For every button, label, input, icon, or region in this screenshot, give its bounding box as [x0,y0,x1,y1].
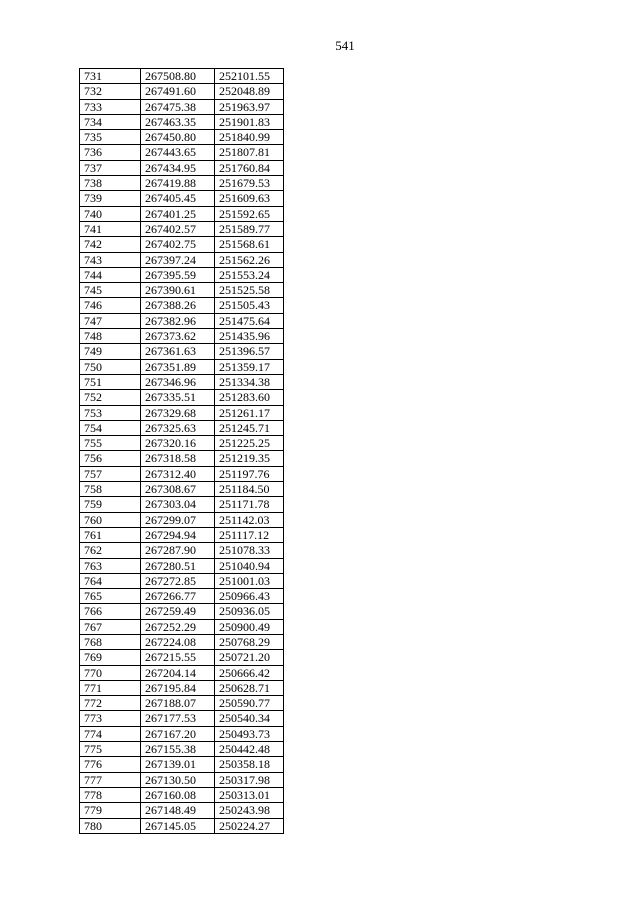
table-row [80,558,284,573]
table-body [80,69,284,834]
x-coordinate-cell: 267402.57 [141,221,215,236]
x-coordinate-cell: 267145.05 [141,818,215,833]
x-coordinate-cell: 267443.65 [141,145,215,160]
x-coordinate-cell: 267272.85 [141,573,215,588]
x-coordinate-cell: 267402.75 [141,237,215,252]
table-row [80,726,284,741]
x-coordinate-cell: 267204.14 [141,665,215,680]
table-row [80,696,284,711]
table-row [80,130,284,145]
x-coordinate-cell: 267463.35 [141,114,215,129]
x-coordinate-cell: 267215.55 [141,650,215,665]
table-row [80,527,284,542]
point-id-cell: 777 [80,772,141,787]
y-coordinate-cell: 251525.58 [215,283,284,298]
table-row [80,252,284,267]
x-coordinate-cell: 267508.80 [141,69,215,84]
y-coordinate-cell: 250966.43 [215,589,284,604]
table-row [80,772,284,787]
y-coordinate-cell: 251396.57 [215,344,284,359]
x-coordinate-cell: 267325.63 [141,420,215,435]
x-coordinate-cell: 267167.20 [141,726,215,741]
y-coordinate-cell: 251963.97 [215,99,284,114]
y-coordinate-cell: 250768.29 [215,634,284,649]
x-coordinate-cell: 267318.58 [141,451,215,466]
x-coordinate-cell: 267148.49 [141,803,215,818]
x-coordinate-cell: 267177.53 [141,711,215,726]
y-coordinate-cell: 250721.20 [215,650,284,665]
x-coordinate-cell: 267419.88 [141,176,215,191]
table-row [80,711,284,726]
table-row [80,114,284,129]
y-coordinate-cell: 251475.64 [215,313,284,328]
point-id-cell: 745 [80,283,141,298]
point-id-cell: 756 [80,451,141,466]
x-coordinate-cell: 267294.94 [141,527,215,542]
x-coordinate-cell: 267401.25 [141,206,215,221]
x-coordinate-cell: 267450.80 [141,130,215,145]
point-id-cell: 772 [80,696,141,711]
point-id-cell: 766 [80,604,141,619]
y-coordinate-cell: 251040.94 [215,558,284,573]
table-row [80,298,284,313]
y-coordinate-cell: 251568.61 [215,237,284,252]
table-row [80,359,284,374]
point-id-cell: 735 [80,130,141,145]
y-coordinate-cell: 251589.77 [215,221,284,236]
table-row [80,420,284,435]
y-coordinate-cell: 251840.99 [215,130,284,145]
x-coordinate-cell: 267130.50 [141,772,215,787]
y-coordinate-cell: 251225.25 [215,436,284,451]
point-id-cell: 776 [80,757,141,772]
point-id-cell: 778 [80,787,141,802]
y-coordinate-cell: 251117.12 [215,527,284,542]
table-row [80,191,284,206]
table-row [80,543,284,558]
x-coordinate-cell: 267195.84 [141,680,215,695]
table-row [80,237,284,252]
y-coordinate-cell: 250317.98 [215,772,284,787]
x-coordinate-cell: 267280.51 [141,558,215,573]
table-row [80,267,284,282]
y-coordinate-cell: 250590.77 [215,696,284,711]
point-id-cell: 747 [80,313,141,328]
point-id-cell: 752 [80,390,141,405]
point-id-cell: 741 [80,221,141,236]
y-coordinate-cell: 251197.76 [215,466,284,481]
table-row [80,742,284,757]
x-coordinate-cell: 267299.07 [141,512,215,527]
y-coordinate-cell: 251760.84 [215,160,284,175]
table-row [80,69,284,84]
y-coordinate-cell: 250540.34 [215,711,284,726]
x-coordinate-cell: 267160.08 [141,787,215,802]
table-row [80,176,284,191]
point-id-cell: 760 [80,512,141,527]
point-id-cell: 749 [80,344,141,359]
y-coordinate-cell: 251334.38 [215,374,284,389]
point-id-cell: 765 [80,589,141,604]
table-row [80,512,284,527]
y-coordinate-cell: 250224.27 [215,818,284,833]
point-id-cell: 754 [80,420,141,435]
table-row [80,573,284,588]
table-row [80,589,284,604]
x-coordinate-cell: 267395.59 [141,267,215,282]
y-coordinate-cell: 252101.55 [215,69,284,84]
point-id-cell: 742 [80,237,141,252]
point-id-cell: 736 [80,145,141,160]
y-coordinate-cell: 252048.89 [215,84,284,99]
point-id-cell: 761 [80,527,141,542]
point-id-cell: 738 [80,176,141,191]
table-row [80,206,284,221]
x-coordinate-cell: 267351.89 [141,359,215,374]
y-coordinate-cell: 251283.60 [215,390,284,405]
y-coordinate-cell: 250666.42 [215,665,284,680]
point-id-cell: 758 [80,482,141,497]
point-id-cell: 762 [80,543,141,558]
x-coordinate-cell: 267390.61 [141,283,215,298]
x-coordinate-cell: 267303.04 [141,497,215,512]
point-id-cell: 764 [80,573,141,588]
y-coordinate-cell: 251078.33 [215,543,284,558]
point-id-cell: 733 [80,99,141,114]
table-row [80,405,284,420]
y-coordinate-cell: 251261.17 [215,405,284,420]
x-coordinate-cell: 267287.90 [141,543,215,558]
x-coordinate-cell: 267388.26 [141,298,215,313]
y-coordinate-cell: 250628.71 [215,680,284,695]
point-id-cell: 779 [80,803,141,818]
point-id-cell: 759 [80,497,141,512]
point-id-cell: 774 [80,726,141,741]
y-coordinate-cell: 251592.65 [215,206,284,221]
y-coordinate-cell: 251171.78 [215,497,284,512]
x-coordinate-cell: 267335.51 [141,390,215,405]
table-row [80,482,284,497]
point-id-cell: 751 [80,374,141,389]
x-coordinate-cell: 267266.77 [141,589,215,604]
table-row [80,344,284,359]
y-coordinate-cell: 251553.24 [215,267,284,282]
table-row [80,313,284,328]
y-coordinate-cell: 250243.98 [215,803,284,818]
table-row [80,145,284,160]
point-id-cell: 737 [80,160,141,175]
point-id-cell: 773 [80,711,141,726]
y-coordinate-cell: 250313.01 [215,787,284,802]
table-row [80,680,284,695]
x-coordinate-cell: 267434.95 [141,160,215,175]
point-id-cell: 770 [80,665,141,680]
point-id-cell: 771 [80,680,141,695]
point-id-cell: 743 [80,252,141,267]
x-coordinate-cell: 267475.38 [141,99,215,114]
point-id-cell: 746 [80,298,141,313]
point-id-cell: 767 [80,619,141,634]
table-row [80,665,284,680]
table-row [80,221,284,236]
y-coordinate-cell: 251219.35 [215,451,284,466]
table-row [80,818,284,833]
point-id-cell: 731 [80,69,141,84]
point-id-cell: 744 [80,267,141,282]
point-id-cell: 755 [80,436,141,451]
table-row [80,283,284,298]
x-coordinate-cell: 267155.38 [141,742,215,757]
y-coordinate-cell: 251184.50 [215,482,284,497]
table-row [80,634,284,649]
y-coordinate-cell: 251505.43 [215,298,284,313]
x-coordinate-cell: 267491.60 [141,84,215,99]
y-coordinate-cell: 251901.83 [215,114,284,129]
x-coordinate-cell: 267329.68 [141,405,215,420]
x-coordinate-cell: 267361.63 [141,344,215,359]
table-row [80,466,284,481]
table-row [80,84,284,99]
point-id-cell: 769 [80,650,141,665]
table-row [80,787,284,802]
table-row [80,329,284,344]
table-row [80,497,284,512]
x-coordinate-cell: 267188.07 [141,696,215,711]
y-coordinate-cell: 251679.53 [215,176,284,191]
y-coordinate-cell: 251142.03 [215,512,284,527]
table-row [80,619,284,634]
y-coordinate-cell: 251359.17 [215,359,284,374]
x-coordinate-cell: 267397.24 [141,252,215,267]
table-row [80,160,284,175]
table-row [80,99,284,114]
point-id-cell: 739 [80,191,141,206]
y-coordinate-cell: 251609.63 [215,191,284,206]
x-coordinate-cell: 267405.45 [141,191,215,206]
table-row [80,436,284,451]
x-coordinate-cell: 267308.67 [141,482,215,497]
y-coordinate-cell: 251001.03 [215,573,284,588]
x-coordinate-cell: 267373.62 [141,329,215,344]
x-coordinate-cell: 267346.96 [141,374,215,389]
x-coordinate-cell: 267252.29 [141,619,215,634]
table-row [80,604,284,619]
point-id-cell: 757 [80,466,141,481]
x-coordinate-cell: 267224.08 [141,634,215,649]
page-number: 541 [335,38,355,53]
y-coordinate-cell: 250358.18 [215,757,284,772]
y-coordinate-cell: 250442.48 [215,742,284,757]
point-id-cell: 734 [80,114,141,129]
point-id-cell: 748 [80,329,141,344]
point-id-cell: 775 [80,742,141,757]
x-coordinate-cell: 267312.40 [141,466,215,481]
table-row [80,803,284,818]
point-id-cell: 780 [80,818,141,833]
point-id-cell: 740 [80,206,141,221]
point-id-cell: 768 [80,634,141,649]
table-row [80,650,284,665]
point-id-cell: 763 [80,558,141,573]
y-coordinate-cell: 250936.05 [215,604,284,619]
x-coordinate-cell: 267320.16 [141,436,215,451]
y-coordinate-cell: 250900.49 [215,619,284,634]
table-row [80,757,284,772]
x-coordinate-cell: 267382.96 [141,313,215,328]
point-id-cell: 750 [80,359,141,374]
y-coordinate-cell: 251562.26 [215,252,284,267]
y-coordinate-cell: 250493.73 [215,726,284,741]
point-id-cell: 753 [80,405,141,420]
y-coordinate-cell: 251807.81 [215,145,284,160]
y-coordinate-cell: 251435.96 [215,329,284,344]
table-row [80,374,284,389]
y-coordinate-cell: 251245.71 [215,420,284,435]
x-coordinate-cell: 267259.49 [141,604,215,619]
table-row [80,390,284,405]
point-id-cell: 732 [80,84,141,99]
x-coordinate-cell: 267139.01 [141,757,215,772]
table-row [80,451,284,466]
coordinates-table [79,68,284,834]
